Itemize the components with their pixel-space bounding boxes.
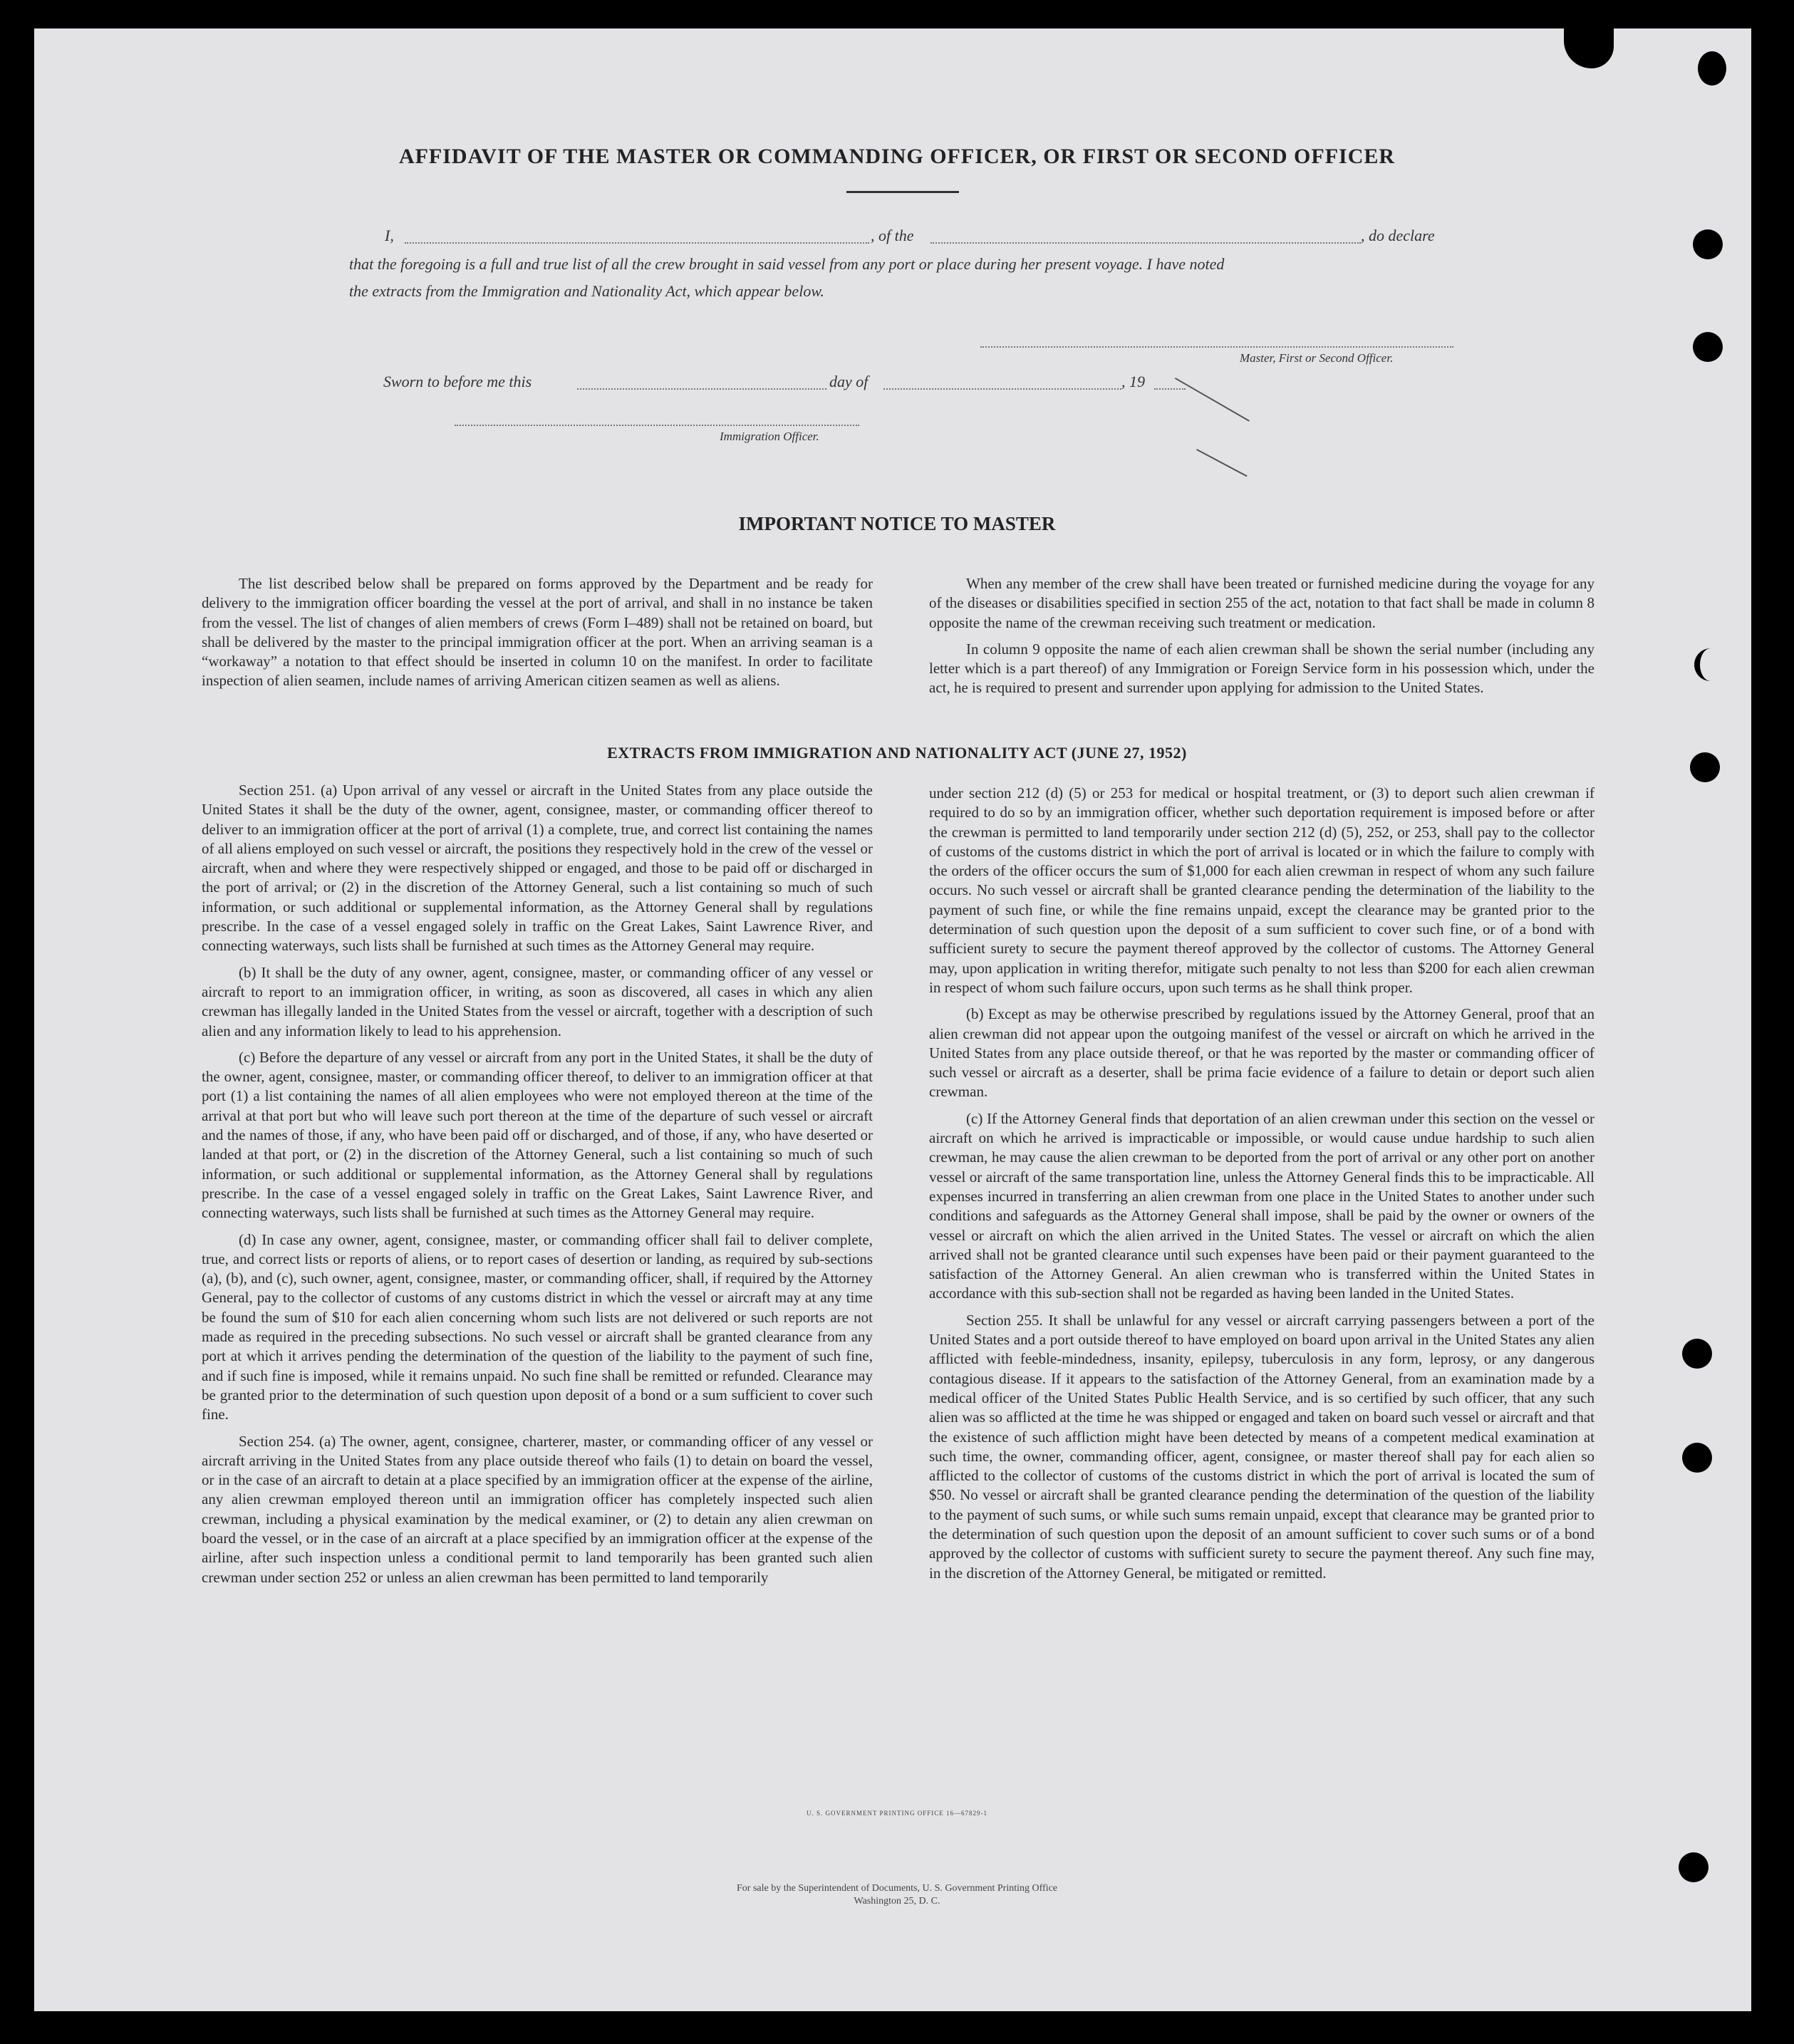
sworn-day-of-label: day of [829,373,869,390]
punch-hole [1682,1443,1712,1473]
punch-hole [1698,51,1726,85]
notice-paragraph: In column 9 opposite the name of each alien crewman shall be shown the serial number (including any letter which is a part thereof) of any Immigration or Foreign Service form in his possession which, under the act, he is required to present and surrender upon applying for admission to the United States. [929,640,1595,697]
extracts-right-column [929,784,1595,1590]
section-paragraph: (c) If the Attorney General finds that deportation of an alien crewman under this section on the vessel or aircraft on which he arrived is impracticable or impossible, or would cause undue hardship to such alien crewman, he may cause the alien crewman to be deported from the port of arrival or any other port on another vessel or aircraft of the same transportation line, unless the Attorney General finds this to be impracticable. All expenses incurred in transferring an alien crewman from one place in the United States to another under such conditions and safeguards as the Attorney General shall impose, shall be paid by the owner or owners of the vessel or aircraft on which the alien arrived in the United States. The vessel or aircraft on which the alien arrived shall not be granted clearance until such expenses have been paid or their payment guaranteed to the satisfaction of the Attorney General. An alien crewman who is transferred within the United States in accordance with this sub-section shall not be regarded as having been landed in the United States. [929,1109,1595,1302]
affidavit-i-label: I, [385,227,394,244]
extracts-left-column [202,781,873,1594]
title-rule [846,191,959,193]
vessel-name-field[interactable] [930,242,1361,244]
affidavit-statement-line-2: that the foregoing is a full and true list of all the crew brought in said vessel from any port or place during her present voyage. I have noted [349,255,1225,273]
section-paragraph: (b) It shall be the duty of any owner, agent, consignee, master, or commanding officer of any vessel or aircraft to report to an immigration officer, in writing, as soon as discovered, all cases in which any alien crewman has illegally landed in the United States from the vessel or aircraft, together with a description of such alien and any information likely to lead to his apprehension. [202,963,873,1039]
section-paragraph: Section 255. It shall be unlawful for any vessel or aircraft carrying passengers between a port of the United States and a port outside thereof to have employed on board upon arrival in the United States any alien afflicted with feeble-mindedness, insanity, epilepsy, tuberculosis in any form, leprosy, or any dangerous contagious disease. If it appears to the satisfaction of the Attorney General, from an examination made by a medical officer of the United States Public Health Service, and is so certified by such officer, that any such alien was so afflicted at the time he was shipped or engaged and taken on board such vessel or aircraft and that the existence of such affliction might have been detected by means of a competent medical examination at such time, the owner, commanding officer, agent, consignee, or master thereof shall pay for each alien so afflicted to the collector of customs of the customs district in which the port of arrival is located the sum of $50. No vessel or aircraft shall be granted clearance pending the determination of the question of the liability to the payment of such sums, or while such sums remain unpaid, except that clearance may be granted prior to the determination of such question upon the deposit of an amount sufficient to cover such sums or of a bond approved by the collector of customs with sufficient surety to secure the payment thereof. Any such fine may, in the discretion of the Attorney General, be mitigated or remitted. [929,1311,1595,1582]
immigration-officer-label: Immigration Officer. [720,430,819,443]
extracts-title: EXTRACTS FROM IMMIGRATION AND NATIONALITY ACT (JUNE 27, 1952) [607,744,1187,762]
printing-office-imprint: U. S. GOVERNMENT PRINTING OFFICE 16—67829-1 [806,1810,988,1817]
section-paragraph: Section 251. (a) Upon arrival of any vessel or aircraft in the United States from any place outside the United States it shall be the duty of the owner, agent, consignee, master, or commanding officer thereof to deliver to an immigration officer at the port of arrival (1) a complete, true, and correct list containing the names of all aliens employed on such vessel or aircraft, the positions they respectively hold in the crew of the vessel or aircraft, when and where they were respectively shipped or engaged, and those to be paid off or discharged in the port of arrival; or (2) in the discretion of the Attorney General, such a list containing so much of such information, or such additional or supplemental information, as the Attorney General shall by regulations prescribe. In the case of a vessel engaged solely in traffic on the Great Lakes, Saint Lawrence River, and connecting waterways, such lists shall be furnished at such times as the Attorney General may require. [202,782,873,955]
immigration-officer-signature-field[interactable] [455,425,859,426]
sale-notice-line-1: For sale by the Superintendent of Documents, U. S. Government Printing Office [737,1883,1057,1894]
punch-hole [1679,1852,1709,1882]
notice-right-column [929,574,1595,705]
sworn-day-field[interactable] [577,388,826,390]
sale-notice [0,1882,1794,1908]
section-paragraph: (b) Except as may be otherwise prescribed by regulations issued by the Attorney General, proof that an alien crewman did not appear upon the outgoing manifest of the vessel or aircraft on which he arrived in the United States from any place outside thereof, or that he was reported by the master or commanding officer of such vessel or aircraft as a deserter, shall be prima facie evidence of a failure to detain or deport such alien crewman. [929,1005,1595,1101]
affiant-name-field[interactable] [405,242,869,244]
affidavit-title: AFFIDAVIT OF THE MASTER OR COMMANDING OFFICER, OR FIRST OR SECOND OFFICER [398,145,1396,168]
section-paragraph: Section 254. (a) The owner, agent, consignee, charterer, master, or commanding officer of any vessel or aircraft arriving in the United States from any place outside thereof who fails (1) to detain on board the vessel, or in the case of an aircraft to detain at a place specified by an immigration officer at the expense of the airline, any alien crewman employed thereon until an immigration officer has completely inspected such alien crewman, including a physical examination by the medical examiner, or (2) to detain any alien crewman on board the vessel, or in the case of an aircraft at a place specified by an immigration officer at the expense of the airline, after such inspection unless a conditional permit to land temporarily has been granted such alien crewman under section 252 or unless an alien crewman has been permitted to land temporarily [202,1432,873,1586]
notice-paragraph: The list described below shall be prepared on forms approved by the Department and be ready for delivery to the immigration officer boarding the vessel at the port of arrival, and shall in no instance be taken from the vessel. The list of changes of alien members of crews (Form I–489) shall not be retained on board, but shall be delivered by the master to the principal immigration officer at the port. When an arriving seaman is a “workaway” a notation to that effect should be inserted in column 10 on the manifest. In order to facilitate inspection of alien seamen, include names of arriving American citizen seamen as well as aliens. [202,575,873,690]
notice-paragraph: When any member of the crew shall have been treated or furnished medicine during the voyage for any of the diseases or disabilities specified in section 255 of the act, notation to that fact shall be made in column 8 opposite the name of the crewman receiving such treatment or medication. [929,575,1595,631]
sworn-month-field[interactable] [883,388,1121,390]
punch-hole [1693,332,1723,362]
affidavit-of-the-label: , of the [871,227,914,244]
sworn-label: Sworn to before me this [383,373,532,390]
notice-title: IMPORTANT NOTICE TO MASTER [738,513,1056,534]
master-signature-field[interactable] [980,346,1453,348]
section-paragraph: (c) Before the departure of any vessel or aircraft from any port in the United States, it shall be the duty of the owner, agent, consignee, master, or commanding officer thereof, to deliver to an immigration officer at that port (1) a list containing the names of all alien employees who were not employed thereon at the time of the arrival at that port but who will leave such port thereon at the time of the departure of such vessel or aircraft and the names of those, if any, who have been paid off or discharged, and of those, if any, who have deserted or landed at that port, or (2) in the discretion of the Attorney General, such a list containing so much of such information, or such additional or supplemental information, as the Attorney General shall by regulations prescribe. In the case of a vessel engaged solely in traffic on the Great Lakes, Saint Lawrence River, and connecting waterways, such lists shall be furnished at such times as the Attorney General may require. [202,1048,873,1222]
section-paragraph: (d) In case any owner, agent, consignee, master, or commanding officer shall fail to deliver complete, true, and correct lists or reports of aliens, or to report cases of desertion or landing, as required by sub-sections (a), (b), and (c), such owner, agent, consignee, master, or commanding officer, shall, if required by the Attorney General, pay to the collector of customs of any customs district in which the vessel or aircraft may at any time be found the sum of $10 for each alien concerning whom such lists are not delivered or such reports are not made as required in the preceding subsections. No such vessel or aircraft shall be granted clearance from any port at which it arrives pending the determination of the question of the liability to the payment of such fine, and if such fine is imposed, while it remains unpaid. No such fine shall be remitted or refunded. Clearance may be granted prior to the determination of such question upon deposit of a bond or a sum sufficient to cover such fine. [202,1230,873,1423]
punch-hole [1694,648,1727,681]
section-paragraph: under section 212 (d) (5) or 253 for medical or hospital treatment, or (3) to deport such alien crewman if required to do so by an immigration officer, whether such deportation requirement is imposed before or after the crewman is permitted to land temporarily under section 212 (d) (5), 252, or 253, shall pay to the collector of customs of the customs district in which the port of arrival is located or in which the failure to comply with the orders of the officer occurs the sum of $1,000 for each alien crewman in respect of whom any such failure occurs. No such vessel or aircraft shall be granted clearance pending the determination of the liability to the payment of such fine, or while the fine remains unpaid, except the clearance may be granted prior to the determination of such question upon the deposit of a sum sufficient to cover such fine, or of a bond with sufficient surety to secure the payment thereof approved by the collector of customs. The Attorney General may, upon application in writing therefor, mitigate such penalty to not less than $200 for each alien crewman in respect of whom such failure occurs, upon such terms as he shall think proper. [929,784,1595,996]
punch-hole [1682,1339,1712,1369]
affidavit-declare-label: , do declare [1361,227,1435,244]
affidavit-statement-line-3: the extracts from the Immigration and Nationality Act, which appear below. [349,282,824,300]
sworn-year-field[interactable] [1154,388,1186,390]
punch-hole [1693,229,1723,259]
sworn-year-label: , 19 [1121,373,1145,390]
notice-left-column [202,574,873,698]
sale-notice-line-2: Washington 25, D. C. [854,1896,940,1906]
master-signature-label: Master, First or Second Officer. [1240,351,1394,365]
